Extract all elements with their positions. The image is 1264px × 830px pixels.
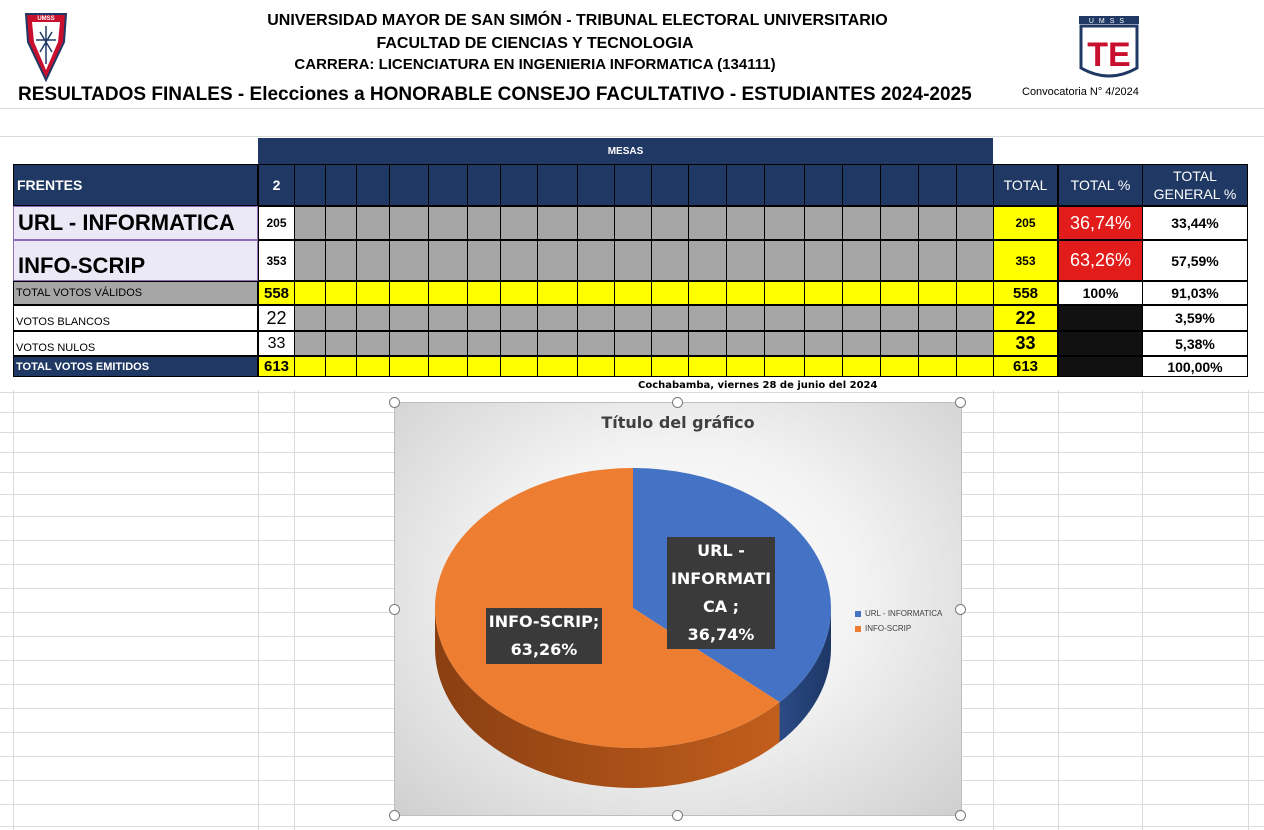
legend-item-info: INFO-SCRIP xyxy=(855,624,942,633)
empty-mesa-cell[interactable] xyxy=(428,206,468,240)
chart-title: Título del gráfico xyxy=(601,413,755,432)
empty-mesa-cell[interactable] xyxy=(356,356,390,377)
empty-mesa-cell[interactable] xyxy=(356,331,390,356)
blancos-mesa[interactable]: 22 xyxy=(258,305,295,331)
emitidos-pct-blank xyxy=(1058,356,1143,377)
empty-mesa-cell[interactable] xyxy=(356,206,390,240)
empty-mesa-cell[interactable] xyxy=(467,164,501,206)
empty-mesa-cell[interactable] xyxy=(880,305,919,331)
header-line-2: FACULTAD DE CIENCIAS Y TECNOLOGIA xyxy=(376,35,694,52)
header-line-3: CARRERA: LICENCIATURA EN INGENIERIA INFORMATICA (134111) xyxy=(294,56,776,73)
nulos-mesa[interactable]: 33 xyxy=(258,331,295,356)
empty-mesa-cell[interactable] xyxy=(500,240,538,281)
empty-mesa-cell[interactable] xyxy=(651,281,689,305)
resize-handle-bl[interactable] xyxy=(389,810,400,821)
empty-mesa-cell[interactable] xyxy=(389,240,429,281)
empty-mesa-cell[interactable] xyxy=(389,206,429,240)
total-info[interactable]: 353 xyxy=(993,240,1058,281)
resize-handle-mr[interactable] xyxy=(955,604,966,615)
empty-mesa-cell[interactable] xyxy=(688,240,727,281)
svg-text:UMSS: UMSS xyxy=(1088,18,1130,25)
empty-mesa-cell[interactable] xyxy=(577,305,615,331)
empty-mesa-cell[interactable] xyxy=(842,356,881,377)
empty-mesa-cell[interactable] xyxy=(500,305,538,331)
empty-mesa-cell[interactable] xyxy=(325,206,357,240)
empty-mesa-cell[interactable] xyxy=(804,305,843,331)
empty-mesa-cell[interactable] xyxy=(325,281,357,305)
empty-mesa-cell[interactable] xyxy=(918,281,957,305)
empty-mesa-cell[interactable] xyxy=(804,164,843,206)
validos-general[interactable]: 91,03% xyxy=(1142,281,1248,305)
empty-mesa-cell[interactable] xyxy=(428,331,468,356)
pct-info[interactable]: 63,26% xyxy=(1058,240,1143,281)
empty-mesa-cell[interactable] xyxy=(804,331,843,356)
validos-pct[interactable]: 100% xyxy=(1058,281,1143,305)
empty-mesa-cell[interactable] xyxy=(500,356,538,377)
empty-mesa-cell[interactable] xyxy=(880,331,919,356)
empty-mesa-cell[interactable] xyxy=(356,305,390,331)
front-name-url-informatica[interactable]: URL - INFORMATICA xyxy=(13,206,258,240)
empty-mesa-cell[interactable] xyxy=(389,331,429,356)
empty-mesa-cell[interactable] xyxy=(614,281,652,305)
resize-handle-ml[interactable] xyxy=(389,604,400,615)
empty-mesa-cell[interactable] xyxy=(842,206,881,240)
blancos-total[interactable]: 22 xyxy=(993,305,1058,331)
empty-mesa-cell[interactable] xyxy=(577,356,615,377)
empty-mesa-cell[interactable] xyxy=(880,164,919,206)
empty-mesa-cell[interactable] xyxy=(688,206,727,240)
empty-mesa-cell[interactable] xyxy=(356,281,390,305)
frentes-header[interactable]: FRENTES xyxy=(13,164,258,206)
resize-handle-tm[interactable] xyxy=(672,397,683,408)
empty-mesa-cell[interactable] xyxy=(294,240,326,281)
mesa-value-url[interactable]: 205 xyxy=(258,206,295,240)
empty-mesa-cell[interactable] xyxy=(537,331,578,356)
empty-mesa-cell[interactable] xyxy=(537,240,578,281)
empty-mesa-cell[interactable] xyxy=(325,331,357,356)
mesa-value-info[interactable]: 353 xyxy=(258,240,295,281)
empty-mesa-cell[interactable] xyxy=(726,164,765,206)
blancos-label[interactable]: VOTOS BLANCOS xyxy=(13,305,258,331)
empty-mesa-cell[interactable] xyxy=(764,305,805,331)
empty-mesa-cell[interactable] xyxy=(842,331,881,356)
emitidos-label[interactable]: TOTAL VOTOS EMITIDOS xyxy=(13,356,258,377)
empty-mesa-cell[interactable] xyxy=(956,281,994,305)
empty-mesa-cell[interactable] xyxy=(804,206,843,240)
empty-mesa-cell[interactable] xyxy=(651,331,689,356)
empty-mesa-cell[interactable] xyxy=(918,356,957,377)
empty-mesa-cell[interactable] xyxy=(428,240,468,281)
label-info-scrip: INFO-SCRIP; 63,26% xyxy=(486,608,602,664)
empty-mesa-cell[interactable] xyxy=(764,240,805,281)
empty-mesa-cell[interactable] xyxy=(651,206,689,240)
empty-mesa-cell[interactable] xyxy=(389,305,429,331)
front-name-info-scrip[interactable]: INFO-SCRIP xyxy=(13,240,258,281)
empty-mesa-cell[interactable] xyxy=(688,331,727,356)
label-url-informatica: URL - INFORMATI CA ; 36,74% xyxy=(667,537,775,649)
empty-mesa-cell[interactable] xyxy=(325,164,357,206)
empty-mesa-cell[interactable] xyxy=(577,206,615,240)
empty-mesa-cell[interactable] xyxy=(804,240,843,281)
empty-mesa-cell[interactable] xyxy=(500,164,538,206)
empty-mesa-cell[interactable] xyxy=(651,164,689,206)
empty-mesa-cell[interactable] xyxy=(726,240,765,281)
mesas-header[interactable]: MESAS xyxy=(258,138,993,164)
empty-mesa-cell[interactable] xyxy=(918,331,957,356)
empty-mesa-cell[interactable] xyxy=(614,206,652,240)
empty-mesa-cell[interactable] xyxy=(537,281,578,305)
empty-mesa-cell[interactable] xyxy=(842,164,881,206)
total-url[interactable]: 205 xyxy=(993,206,1058,240)
empty-mesa-cell[interactable] xyxy=(956,305,994,331)
empty-mesa-cell[interactable] xyxy=(956,240,994,281)
empty-mesa-cell[interactable] xyxy=(842,305,881,331)
empty-mesa-cell[interactable] xyxy=(294,206,326,240)
empty-mesa-cell[interactable] xyxy=(651,240,689,281)
empty-mesa-cell[interactable] xyxy=(918,206,957,240)
results-title: RESULTADOS FINALES - Elecciones a HONORABLE CONSEJO FACULTATIVO - ESTUDIANTES 2024-2025 xyxy=(18,84,972,105)
empty-mesa-cell[interactable] xyxy=(537,305,578,331)
emitidos-mesa[interactable]: 613 xyxy=(258,356,295,377)
empty-mesa-cell[interactable] xyxy=(537,164,578,206)
empty-mesa-cell[interactable] xyxy=(467,206,501,240)
empty-mesa-cell[interactable] xyxy=(726,206,765,240)
resize-handle-tr[interactable] xyxy=(955,397,966,408)
te-logo xyxy=(1077,14,1141,84)
empty-mesa-cell[interactable] xyxy=(688,164,727,206)
empty-mesa-cell[interactable] xyxy=(956,164,994,206)
empty-mesa-cell[interactable] xyxy=(764,164,805,206)
empty-mesa-cell[interactable] xyxy=(356,240,390,281)
empty-mesa-cell[interactable] xyxy=(294,356,326,377)
general-url[interactable]: 33,44% xyxy=(1142,206,1248,240)
nulos-pct-blank xyxy=(1058,331,1143,356)
header-line-1: UNIVERSIDAD MAYOR DE SAN SIMÓN - TRIBUNAL ELECTORAL UNIVERSITARIO xyxy=(267,12,888,29)
nulos-general[interactable]: 5,38% xyxy=(1142,331,1248,356)
chart-legend[interactable] xyxy=(855,609,942,639)
empty-mesa-cell[interactable] xyxy=(956,206,994,240)
date-line: Cochabamba, viernes 28 de junio del 2024 xyxy=(638,380,878,391)
convocatoria-label: Convocatoria N° 4/2024 xyxy=(1022,86,1139,98)
umss-logo xyxy=(24,12,68,82)
empty-mesa-cell[interactable] xyxy=(428,281,468,305)
empty-mesa-cell[interactable] xyxy=(880,356,919,377)
empty-mesa-cell[interactable] xyxy=(325,356,357,377)
empty-mesa-cell[interactable] xyxy=(804,356,843,377)
empty-mesa-cell[interactable] xyxy=(918,240,957,281)
pie-chart[interactable] xyxy=(394,402,962,816)
empty-mesa-cell[interactable] xyxy=(500,331,538,356)
empty-mesa-cell[interactable] xyxy=(294,281,326,305)
mesa-2-header[interactable]: 2 xyxy=(258,164,295,206)
empty-mesa-cell[interactable] xyxy=(726,281,765,305)
empty-mesa-cell[interactable] xyxy=(467,356,501,377)
empty-mesa-cell[interactable] xyxy=(577,240,615,281)
total-pct-header[interactable]: TOTAL % xyxy=(1058,164,1143,206)
empty-mesa-cell[interactable] xyxy=(389,164,429,206)
empty-mesa-cell[interactable] xyxy=(804,281,843,305)
emitidos-total[interactable]: 613 xyxy=(993,356,1058,377)
empty-mesa-cell[interactable] xyxy=(764,331,805,356)
empty-mesa-cell[interactable] xyxy=(764,281,805,305)
empty-mesa-cell[interactable] xyxy=(688,305,727,331)
empty-mesa-cell[interactable] xyxy=(688,281,727,305)
empty-mesa-cell[interactable] xyxy=(614,356,652,377)
empty-mesa-cell[interactable] xyxy=(500,281,538,305)
empty-mesa-cell[interactable] xyxy=(842,240,881,281)
resize-handle-tl[interactable] xyxy=(389,397,400,408)
empty-mesa-cell[interactable] xyxy=(294,164,326,206)
empty-mesa-cell[interactable] xyxy=(614,164,652,206)
empty-mesa-cell[interactable] xyxy=(651,356,689,377)
svg-text:TE: TE xyxy=(1087,36,1131,74)
empty-mesa-cell[interactable] xyxy=(956,331,994,356)
empty-mesa-cell[interactable] xyxy=(614,331,652,356)
empty-mesa-cell[interactable] xyxy=(577,164,615,206)
general-info[interactable]: 57,59% xyxy=(1142,240,1248,281)
total-header[interactable]: TOTAL xyxy=(993,164,1058,206)
empty-mesa-cell[interactable] xyxy=(577,331,615,356)
empty-mesa-cell[interactable] xyxy=(918,305,957,331)
empty-mesa-cell[interactable] xyxy=(880,206,919,240)
validos-label[interactable]: TOTAL VOTOS VÁLIDOS xyxy=(13,281,258,305)
nulos-total[interactable]: 33 xyxy=(993,331,1058,356)
empty-mesa-cell[interactable] xyxy=(880,281,919,305)
legend-item-url: URL - INFORMATICA xyxy=(855,609,942,618)
empty-mesa-cell[interactable] xyxy=(726,305,765,331)
empty-mesa-cell[interactable] xyxy=(428,356,468,377)
empty-mesa-cell[interactable] xyxy=(577,281,615,305)
emitidos-general[interactable]: 100,00% xyxy=(1142,356,1248,377)
blancos-pct-blank xyxy=(1058,305,1143,331)
empty-mesa-cell[interactable] xyxy=(842,281,881,305)
empty-mesa-cell[interactable] xyxy=(467,240,501,281)
empty-mesa-cell[interactable] xyxy=(956,356,994,377)
empty-mesa-cell[interactable] xyxy=(428,164,468,206)
empty-mesa-cell[interactable] xyxy=(726,331,765,356)
empty-mesa-cell[interactable] xyxy=(389,281,429,305)
empty-mesa-cell[interactable] xyxy=(537,206,578,240)
empty-mesa-cell[interactable] xyxy=(356,164,390,206)
empty-mesa-cell[interactable] xyxy=(726,356,765,377)
blancos-general[interactable]: 3,59% xyxy=(1142,305,1248,331)
empty-mesa-cell[interactable] xyxy=(764,206,805,240)
resize-handle-bm[interactable] xyxy=(672,810,683,821)
empty-mesa-cell[interactable] xyxy=(688,356,727,377)
resize-handle-br[interactable] xyxy=(955,810,966,821)
empty-mesa-cell[interactable] xyxy=(467,281,501,305)
empty-mesa-cell[interactable] xyxy=(467,305,501,331)
empty-mesa-cell[interactable] xyxy=(880,240,919,281)
legend-swatch-url xyxy=(855,611,861,617)
empty-mesa-cell[interactable] xyxy=(428,305,468,331)
empty-mesa-cell[interactable] xyxy=(389,356,429,377)
umss-logo-text: UMSS xyxy=(37,16,55,22)
validos-total[interactable]: 558 xyxy=(993,281,1058,305)
empty-mesa-cell[interactable] xyxy=(614,305,652,331)
validos-mesa[interactable]: 558 xyxy=(258,281,295,305)
empty-mesa-cell[interactable] xyxy=(500,206,538,240)
empty-mesa-cell[interactable] xyxy=(614,240,652,281)
nulos-label[interactable]: VOTOS NULOS xyxy=(13,331,258,356)
empty-mesa-cell[interactable] xyxy=(467,331,501,356)
empty-mesa-cell[interactable] xyxy=(764,356,805,377)
legend-swatch-info xyxy=(855,626,861,632)
empty-mesa-cell[interactable] xyxy=(918,164,957,206)
empty-mesa-cell[interactable] xyxy=(294,331,326,356)
empty-mesa-cell[interactable] xyxy=(325,305,357,331)
total-general-header[interactable]: TOTAL GENERAL % xyxy=(1142,164,1248,206)
empty-mesa-cell[interactable] xyxy=(651,305,689,331)
empty-mesa-cell[interactable] xyxy=(325,240,357,281)
empty-mesa-cell[interactable] xyxy=(294,305,326,331)
pct-url[interactable]: 36,74% xyxy=(1058,206,1143,240)
empty-mesa-cell[interactable] xyxy=(537,356,578,377)
